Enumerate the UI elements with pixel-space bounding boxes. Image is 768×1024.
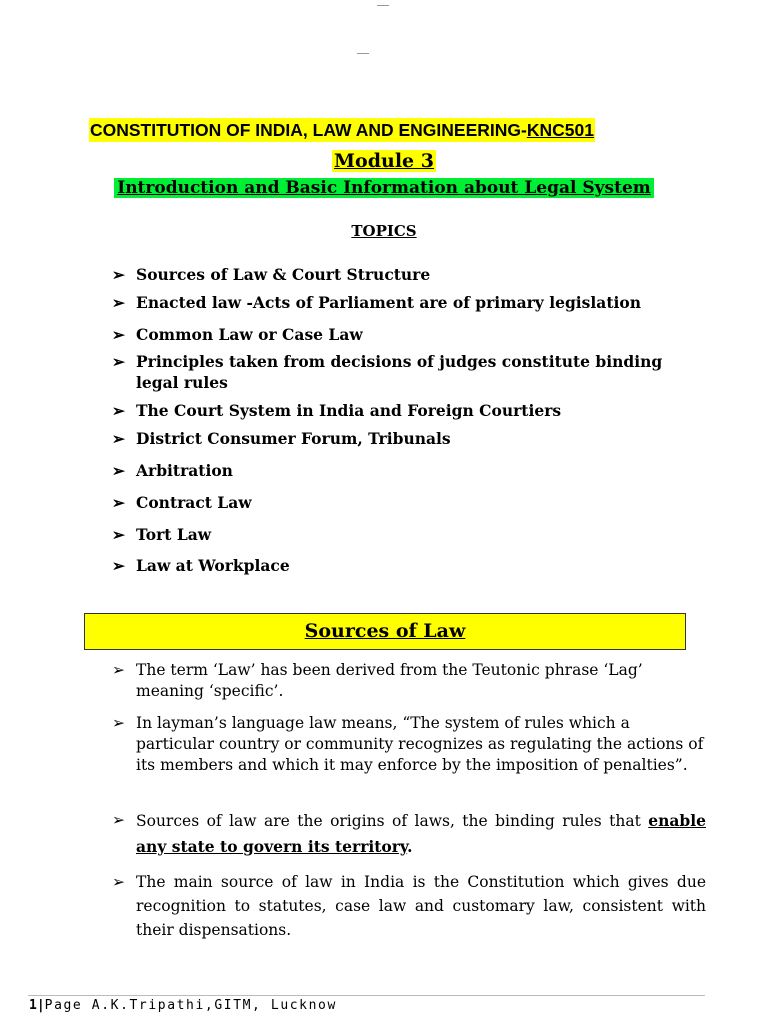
bullet-arrow-icon: ➢ bbox=[112, 461, 125, 480]
bullet-arrow-icon: ➢ bbox=[112, 352, 125, 371]
bullet-arrow-icon: ➢ bbox=[112, 811, 125, 829]
list-item: ➢ Enacted law -Acts of Parliament are of primary legislation bbox=[112, 293, 641, 312]
bullet-arrow-icon: ➢ bbox=[112, 714, 125, 732]
list-item: ➢ Sources of Law & Court Structure bbox=[112, 265, 431, 284]
page-number: 1 bbox=[29, 998, 37, 1013]
list-item: ➢ The Court System in India and Foreign Courtiers bbox=[112, 401, 562, 420]
footer-rule bbox=[28, 995, 705, 996]
course-code: KNC501 bbox=[526, 120, 594, 140]
bullet-arrow-icon: ➢ bbox=[112, 293, 125, 312]
top-mark bbox=[357, 53, 369, 54]
bullet-arrow-icon: ➢ bbox=[112, 493, 125, 512]
bullet-arrow-icon: ➢ bbox=[112, 401, 125, 420]
emphasis-text: enable any state to govern its territory bbox=[136, 811, 706, 856]
bullet-arrow-icon: ➢ bbox=[112, 525, 125, 544]
course-title: CONSTITUTION OF INDIA, LAW AND ENGINEERING-KNC501 bbox=[90, 120, 594, 140]
bullet-arrow-icon: ➢ bbox=[112, 325, 125, 344]
paragraph-item: ➢ Sources of law are the origins of laws, the binding rules that enable any state to govern its territory. bbox=[112, 808, 706, 860]
bullet-arrow-icon: ➢ bbox=[112, 556, 125, 575]
paragraph-item: ➢ The main source of law in India is the Constitution which gives due recognition to statutes, case law and customary law, consistent with their dispensations. bbox=[112, 870, 706, 942]
list-item: ➢ Law at Workplace bbox=[112, 556, 290, 575]
list-item: ➢ Tort Law bbox=[112, 525, 212, 544]
footer-text: Page A.K.Tripathi,GITM, Lucknow bbox=[44, 998, 337, 1013]
list-item: ➢ Principles taken from decisions of judges constitute binding legal rules bbox=[112, 352, 663, 392]
module-heading: Module 3 bbox=[334, 150, 434, 172]
list-item: ➢ Arbitration bbox=[112, 461, 233, 480]
page-footer: 1|Page A.K.Tripathi,GITM, Lucknow bbox=[29, 998, 337, 1013]
module-subtitle: Introduction and Basic Information about Legal System bbox=[0, 176, 768, 200]
paragraph-item: ➢ In layman’s language law means, “The system of rules which a particular country or community recognizes as regulating the actions of its members and which it may enforce by the imposition of penalties”. bbox=[112, 714, 704, 774]
bullet-arrow-icon: ➢ bbox=[112, 873, 125, 891]
list-item: ➢ Common Law or Case Law bbox=[112, 325, 363, 344]
section-heading-box bbox=[84, 613, 686, 650]
bullet-arrow-icon: ➢ bbox=[112, 661, 125, 679]
top-mark bbox=[377, 5, 389, 6]
bullet-arrow-icon: ➢ bbox=[112, 265, 125, 284]
list-item: ➢ District Consumer Forum, Tribunals bbox=[112, 429, 451, 448]
paragraph-item: ➢ The term ‘Law’ has been derived from the Teutonic phrase ‘Lag’ meaning ‘specific’. bbox=[112, 661, 643, 700]
list-item: ➢ Contract Law bbox=[112, 493, 252, 512]
bullet-arrow-icon: ➢ bbox=[112, 429, 125, 448]
topics-heading: TOPICS bbox=[351, 222, 417, 240]
section-heading: Sources of Law bbox=[304, 620, 466, 642]
